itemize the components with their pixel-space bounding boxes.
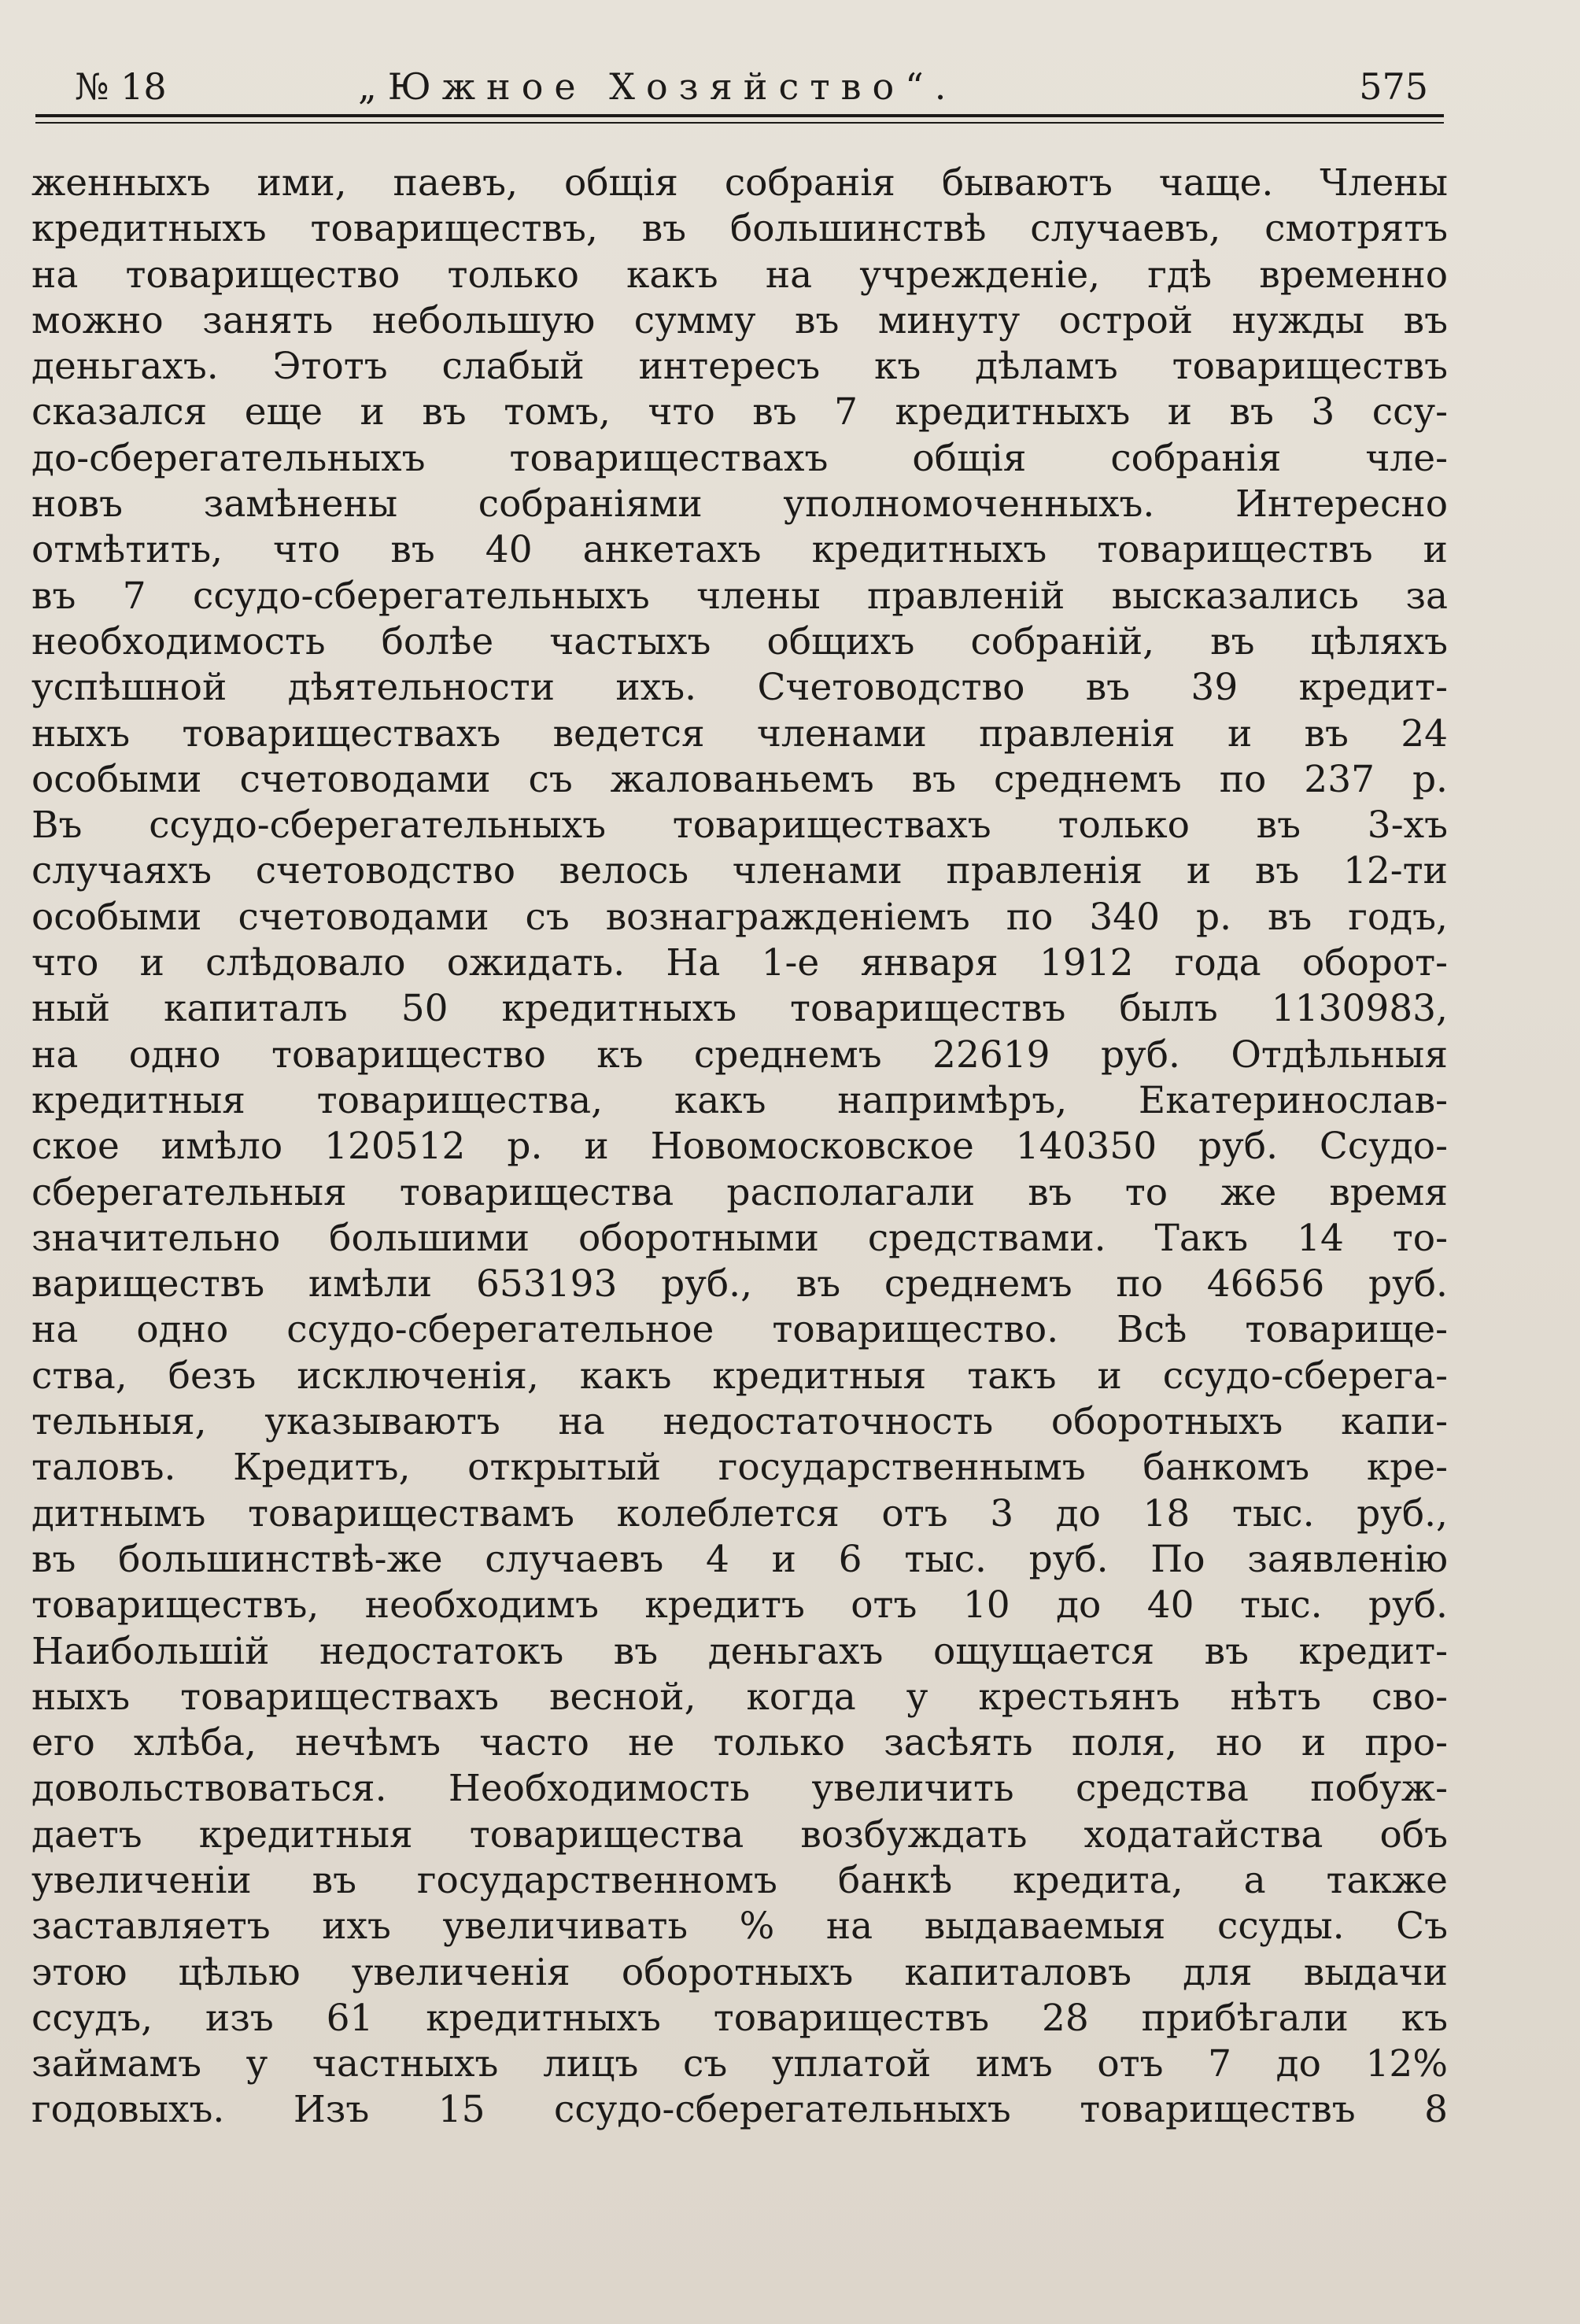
text-line: дитнымъ товариществамъ колеблется отъ 3 до 18 тыс. руб.,	[31, 1491, 1448, 1535]
text-line: Въ ссудо-сберегательныхъ товариществахъ только въ 3-хъ	[31, 804, 1448, 848]
text-line: ныхъ товариществахъ весной, когда у крестьянъ нѣтъ сво-	[31, 1675, 1448, 1719]
text-line: значительно большими оборотными средствами. Такъ 14 то-	[31, 1216, 1448, 1260]
issue-number: № 18	[75, 65, 167, 108]
text-line: довольствоваться. Необходимость увеличить средства побуж-	[31, 1767, 1448, 1811]
body-text	[31, 161, 1448, 2134]
text-line: ское имѣло 120512 р. и Новомосковское 140350 руб. Ссудо-	[31, 1125, 1448, 1169]
text-line: особыми счетоводами съ вознагражденіемъ по 340 р. въ годъ,	[31, 895, 1448, 939]
text-line: на товарищество только какъ на учрежденіе, гдѣ временно	[31, 253, 1448, 297]
text-line: до-сберегательныхъ товариществахъ общія собранія чле-	[31, 436, 1448, 480]
text-line: этою цѣлью увеличенія оборотныхъ капиталовъ для выдачи	[31, 1950, 1448, 1994]
text-line: товариществъ, необходимъ кредитъ отъ 10 до 40 тыс. руб.	[31, 1583, 1448, 1628]
text-line: особыми счетоводами съ жалованьемъ въ среднемъ по 237 р.	[31, 757, 1448, 801]
text-line: Наибольшій недостатокъ въ деньгахъ ощущается въ кредит-	[31, 1629, 1448, 1673]
text-line: увеличеніи въ государственномъ банкѣ кредита, а также	[31, 1858, 1448, 1902]
text-line: годовыхъ. Изъ 15 ссудо-сберегательныхъ товариществъ 8	[31, 2088, 1448, 2132]
text-line: ный капиталъ 50 кредитныхъ товариществъ былъ 1130983,	[31, 987, 1448, 1031]
text-line: случаяхъ счетоводство велось членами правленія и въ 12-ти	[31, 849, 1448, 893]
text-line: ссудъ, изъ 61 кредитныхъ товариществъ 28 прибѣгали къ	[31, 1996, 1448, 2040]
text-line: сказался еще и въ томъ, что въ 7 кредитныхъ и въ 3 ссу-	[31, 390, 1448, 434]
text-line: успѣшной дѣятельности ихъ. Счетоводство въ 39 кредит-	[31, 666, 1448, 710]
text-line: женныхъ ими, паевъ, общія собранія бываютъ чаще. Члены	[31, 161, 1448, 205]
text-line: таловъ. Кредитъ, открытый государственнымъ банкомъ кре-	[31, 1446, 1448, 1490]
text-line: кредитныхъ товариществъ, въ большинствѣ случаевъ, смотрятъ	[31, 207, 1448, 251]
text-line: тельныя, указываютъ на недостаточность оборотныхъ капи-	[31, 1400, 1448, 1444]
running-header	[75, 63, 1440, 110]
text-line: отмѣтить, что въ 40 анкетахъ кредитныхъ товариществъ и	[31, 528, 1448, 572]
journal-title: „Южное Хозяйство“.	[358, 65, 958, 108]
header-rule-thick	[35, 114, 1444, 117]
text-line: займамъ у частныхъ лицъ съ уплатой имъ отъ 7 до 12%	[31, 2042, 1448, 2086]
text-line: что и слѣдовало ожидать. На 1-е января 1912 года оборот-	[31, 941, 1448, 985]
header-rule-thin	[35, 122, 1444, 124]
text-line: деньгахъ. Этотъ слабый интересъ къ дѣламъ товариществъ	[31, 345, 1448, 389]
text-line: новъ замѣнены собраніями уполномоченныхъ. Интересно	[31, 482, 1448, 527]
text-line: даетъ кредитныя товарищества возбуждать ходатайства объ	[31, 1812, 1448, 1857]
text-line: въ 7 ссудо-сберегательныхъ члены правленій высказались за	[31, 574, 1448, 618]
text-line: на одно товарищество къ среднемъ 22619 руб. Отдѣльныя	[31, 1033, 1448, 1077]
text-line: заставляетъ ихъ увеличивать % на выдаваемыя ссуды. Съ	[31, 1905, 1448, 1949]
page-number: 575	[1359, 65, 1428, 108]
text-line: кредитныя товарищества, какъ напримѣръ, Екатеринослав-	[31, 1078, 1448, 1122]
text-line: можно занять небольшую сумму въ минуту острой нужды въ	[31, 298, 1448, 342]
text-line: сберегательныя товарищества располагали въ то же время	[31, 1170, 1448, 1214]
text-line: въ большинствѣ-же случаевъ 4 и 6 тыс. руб. По заявленію	[31, 1537, 1448, 1581]
text-line: ства, безъ исключенія, какъ кредитныя такъ и ссудо-сберега-	[31, 1354, 1448, 1398]
text-line: его хлѣба, нечѣмъ часто не только засѣять поля, но и про-	[31, 1721, 1448, 1765]
text-line: на одно ссудо-сберегательное товарищество. Всѣ товарище-	[31, 1308, 1448, 1352]
text-line: вариществъ имѣли 653193 руб., въ среднемъ по 46656 руб.	[31, 1262, 1448, 1306]
text-line: ныхъ товариществахъ ведется членами правленія и въ 24	[31, 711, 1448, 756]
text-line: необходимость болѣе частыхъ общихъ собраній, въ цѣляхъ	[31, 619, 1448, 663]
